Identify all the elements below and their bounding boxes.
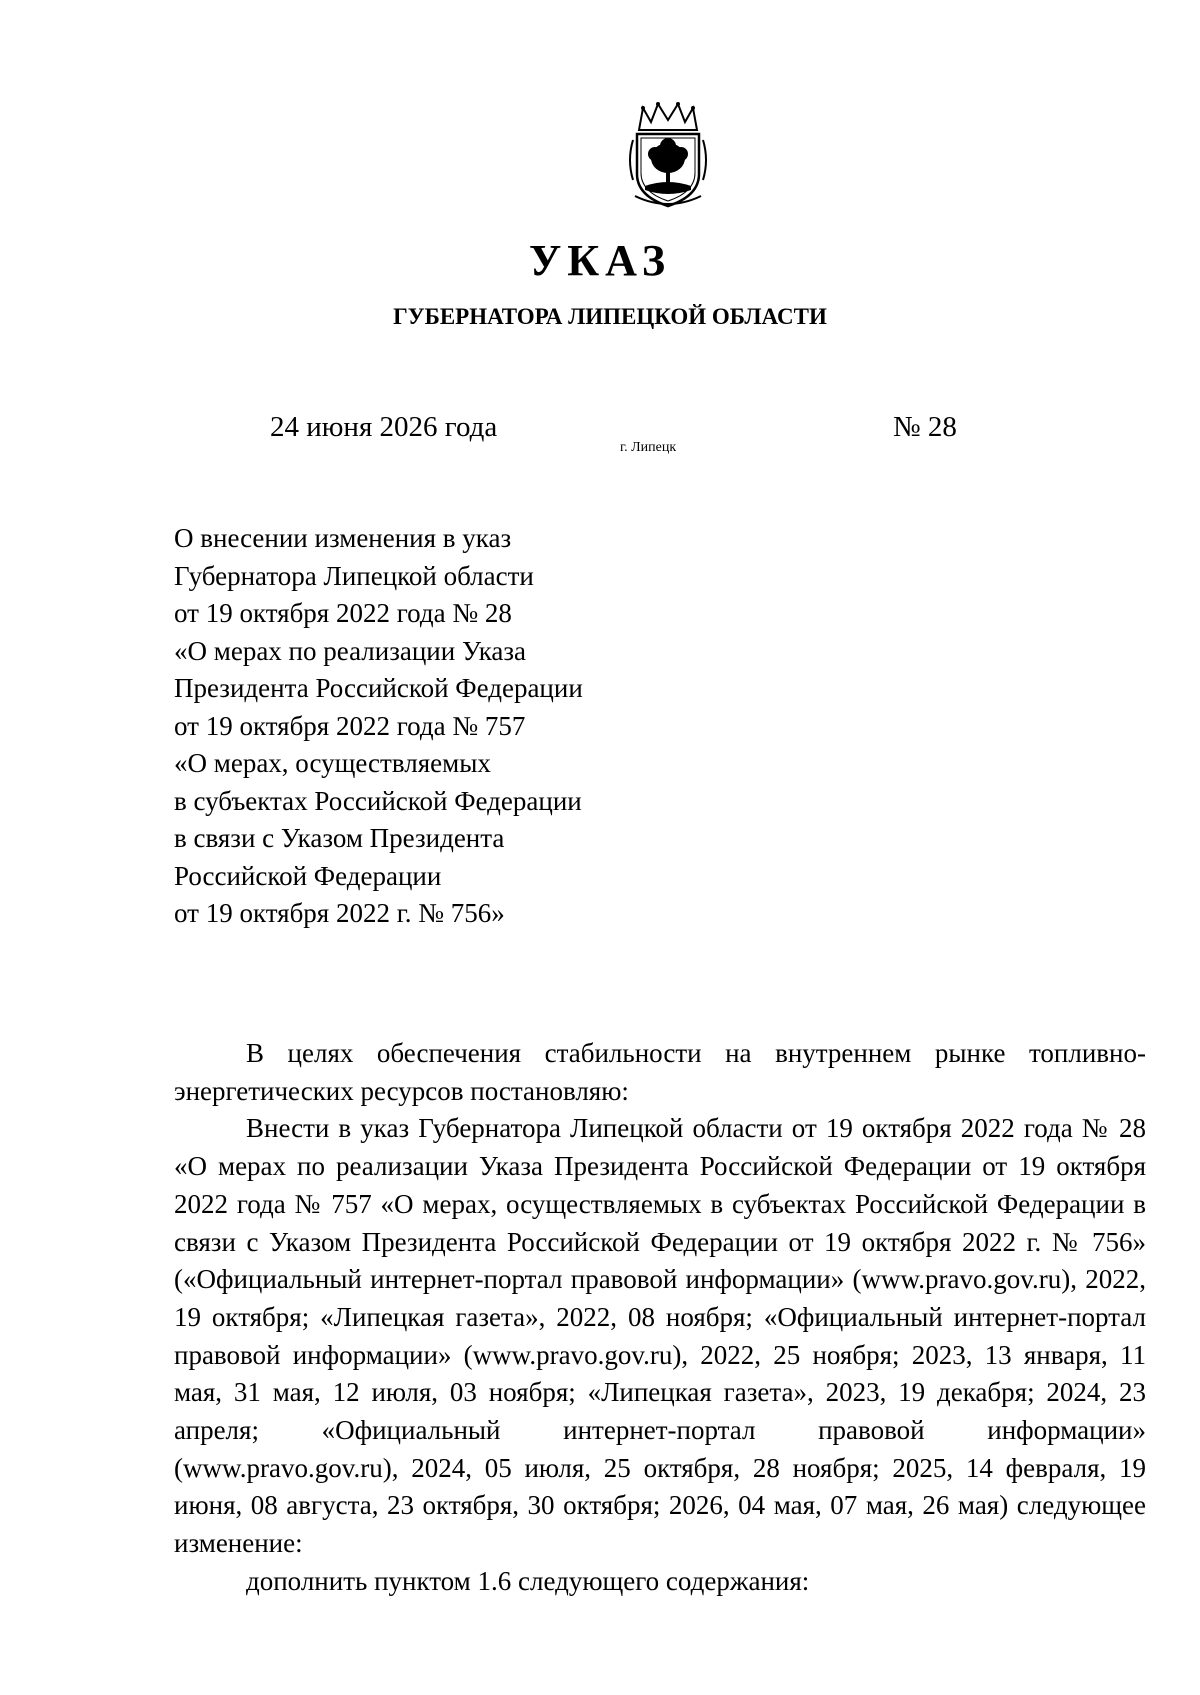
decree-date: 24 июня 2026 года: [270, 411, 498, 443]
document-title: УКАЗ: [528, 236, 672, 285]
heading-line: в связи с Указом Президента: [174, 823, 505, 853]
body-paragraph-purpose: В целях обеспечения стабильности на внутреннем рынке топливно-энергетических ресурсов постановляю:: [174, 1038, 1146, 1106]
decree-number: № 28: [893, 411, 957, 443]
decree-heading: [174, 520, 694, 933]
heading-line: в субъектах Российской Федерации: [174, 785, 582, 816]
heading-line: от 19 октября 2022 г. № 756»: [174, 898, 505, 928]
heading-line: «О мерах по реализации Указа: [174, 635, 527, 666]
body-paragraph-amendment: Внести в указ Губернатора Липецкой области от 19 октября 2022 года № 28 «О мерах по реализации Указа Президента Российской Федерации от 19 октября 2022 года № 757 «О мерах, осуществляемых в субъектах Российской Федерации в связи с Указом Президента Российской Федерации от 19 октября 2022 г. № 756» («Официальный интернет-портал правовой информации» (www.pravo.gov.ru), 2022, 19 октября; «Липецкая газета», 2022, 08 ноября; «Официальный интернет-портал правовой информации» (www.pravo.gov.ru), 2022, 25 ноября; 2023, 13 января, 11 мая, 31 мая, 12 июля, 03 ноября; «Липецкая газета», 2023, 19 декабря; 2024, 23 апреля; «Официальный интернет-портал правовой информации» (www.pravo.gov.ru), 2024, 05 июля, 25 октября, 28 ноября; 2025, 14 февраля, 19 июня, 08 августа, 23 октября, 30 октября; 2026, 04 мая, 07 мая, 26 мая) следующее изменение:: [174, 1113, 1146, 1559]
heading-line: О внесении изменения в указ: [174, 523, 512, 553]
body-paragraph-addition: дополнить пунктом 1.6 следующего содержания:: [246, 1565, 810, 1596]
heading-line: Российской Федерации: [174, 860, 442, 891]
heading-line: от 19 октября 2022 года № 28: [174, 598, 512, 628]
heading-line: Губернатора Липецкой области: [174, 560, 534, 591]
heading-line: «О мерах, осуществляемых: [174, 748, 491, 778]
heading-line: от 19 октября 2022 года № 757: [174, 710, 526, 741]
heading-line: Президента Российской Федерации: [174, 673, 583, 703]
coat-of-arms-icon: [625, 100, 711, 212]
decree-city: г. Липецк: [620, 440, 677, 455]
document-subtitle: ГУБЕРНАТОРА ЛИПЕЦКОЙ ОБЛАСТИ: [393, 304, 827, 329]
decree-body: [174, 1035, 1146, 1601]
